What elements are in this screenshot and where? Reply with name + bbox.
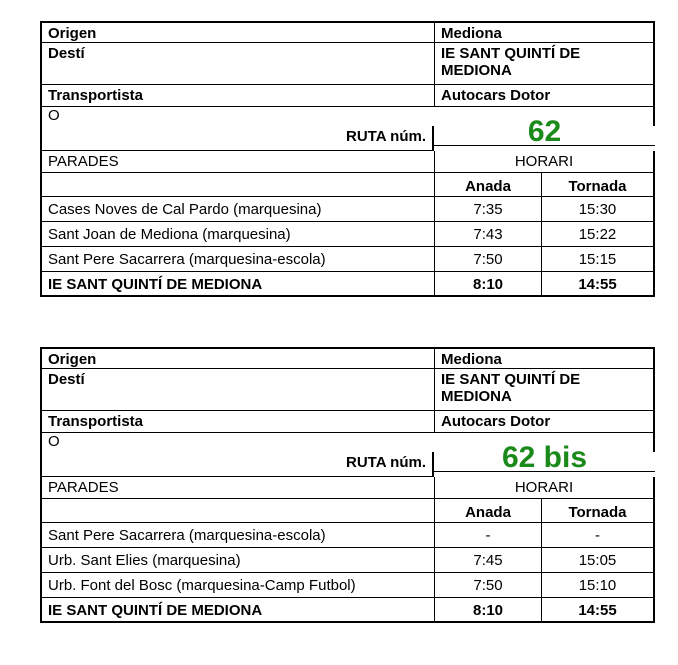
transportista-value: Autocars Dotor xyxy=(434,85,655,107)
stop-name: Sant Pere Sacarrera (marquesina-escola) xyxy=(40,247,434,272)
stop-tornada: 14:55 xyxy=(541,272,655,297)
route-table-62 xyxy=(40,21,655,297)
stop-row xyxy=(40,523,655,548)
stop-anada: 8:10 xyxy=(434,598,541,623)
stop-name: IE SANT QUINTÍ DE MEDIONA xyxy=(40,598,434,623)
transportista-row xyxy=(40,411,655,433)
stop-row xyxy=(40,247,655,272)
horari-label: HORARI xyxy=(434,477,655,499)
stop-tornada: 15:10 xyxy=(541,573,655,598)
desti-row xyxy=(40,43,655,85)
ruta-label: RUTA núm. xyxy=(40,126,434,151)
stop-row xyxy=(40,548,655,573)
ruta-number: 62 bis xyxy=(434,447,655,472)
tornada-header: Tornada xyxy=(541,173,655,197)
stop-tornada: 15:15 xyxy=(541,247,655,272)
transportista-label: Transportista xyxy=(40,411,434,433)
transportista-label: Transportista xyxy=(40,85,434,107)
ruta-number: 62 xyxy=(434,121,655,146)
parades-label: PARADES xyxy=(40,151,434,173)
stop-name: Urb. Sant Elies (marquesina) xyxy=(40,548,434,573)
schedule-header-row xyxy=(40,173,655,197)
parades-label: PARADES xyxy=(40,477,434,499)
stop-name: Cases Noves de Cal Pardo (marquesina) xyxy=(40,197,434,222)
stop-anada: 7:35 xyxy=(434,197,541,222)
stop-row xyxy=(40,573,655,598)
stop-anada: 8:10 xyxy=(434,272,541,297)
stop-name: Sant Pere Sacarrera (marquesina-escola) xyxy=(40,523,434,548)
stop-name: Sant Joan de Mediona (marquesina) xyxy=(40,222,434,247)
o-label: O xyxy=(40,107,655,126)
stop-tornada: 14:55 xyxy=(541,598,655,623)
stop-header-blank xyxy=(40,499,434,523)
transportista-value: Autocars Dotor xyxy=(434,411,655,433)
parades-row xyxy=(40,151,655,173)
horari-label: HORARI xyxy=(434,151,655,173)
stop-anada: 7:45 xyxy=(434,548,541,573)
stop-tornada: 15:30 xyxy=(541,197,655,222)
stop-row xyxy=(40,197,655,222)
stop-name: Urb. Font del Bosc (marquesina-Camp Futbol) xyxy=(40,573,434,598)
desti-value: IE SANT QUINTÍ DE MEDIONA xyxy=(434,369,655,411)
parades-row xyxy=(40,477,655,499)
stop-tornada: 15:22 xyxy=(541,222,655,247)
stop-row-final xyxy=(40,272,655,297)
stop-tornada: 15:05 xyxy=(541,548,655,573)
origen-value: Mediona xyxy=(434,21,655,43)
stop-tornada: - xyxy=(541,523,655,548)
origen-label: Origen xyxy=(40,347,434,369)
origen-value: Mediona xyxy=(434,347,655,369)
desti-row xyxy=(40,369,655,411)
origen-label: Origen xyxy=(40,21,434,43)
stop-anada: 7:43 xyxy=(434,222,541,247)
ruta-row xyxy=(40,441,655,477)
route-table-62-bis xyxy=(40,347,655,623)
origen-row xyxy=(40,347,655,369)
ruta-label: RUTA núm. xyxy=(40,452,434,477)
stop-header-blank xyxy=(40,173,434,197)
ruta-row xyxy=(40,115,655,151)
o-label: O xyxy=(40,433,655,452)
stop-row xyxy=(40,222,655,247)
stop-row-final xyxy=(40,598,655,623)
desti-label: Destí xyxy=(40,43,434,85)
desti-label: Destí xyxy=(40,369,434,411)
tornada-header: Tornada xyxy=(541,499,655,523)
anada-header: Anada xyxy=(434,173,541,197)
stop-anada: - xyxy=(434,523,541,548)
transportista-row xyxy=(40,85,655,107)
stop-anada: 7:50 xyxy=(434,247,541,272)
stop-anada: 7:50 xyxy=(434,573,541,598)
schedule-header-row xyxy=(40,499,655,523)
origen-row xyxy=(40,21,655,43)
desti-value: IE SANT QUINTÍ DE MEDIONA xyxy=(434,43,655,85)
anada-header: Anada xyxy=(434,499,541,523)
stop-name: IE SANT QUINTÍ DE MEDIONA xyxy=(40,272,434,297)
